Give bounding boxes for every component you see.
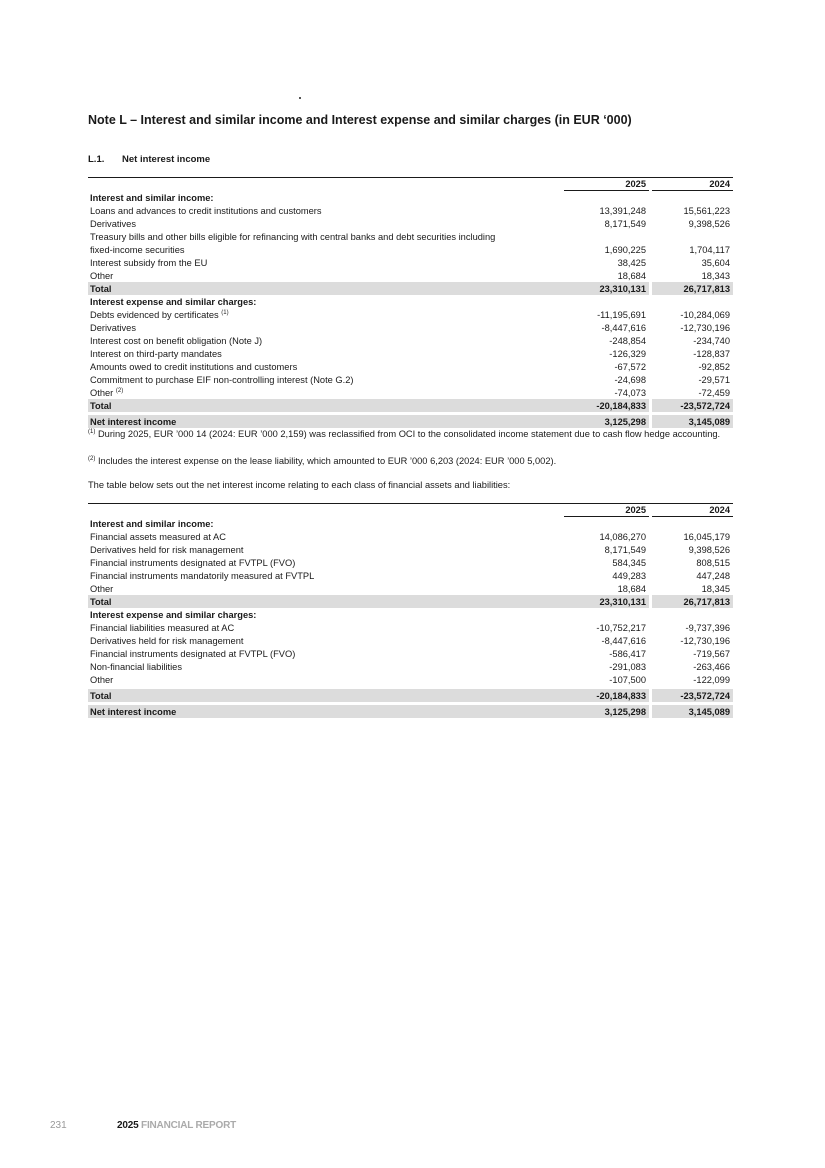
value-2024: 26,717,813 (652, 595, 733, 608)
year-header: 2024 (652, 178, 733, 191)
row-label: Other $^{(2)}$ (90, 387, 124, 398)
value-2025: -586,417 (609, 649, 646, 659)
expense-header: Interest expense and similar charges: (90, 610, 257, 620)
year-header: 2025 (564, 504, 649, 517)
section-heading (88, 154, 210, 165)
row-label: Derivatives held for risk management (90, 636, 244, 646)
row-label: Loans and advances to credit institutions and customers (90, 206, 322, 216)
row-label: Other (90, 584, 114, 594)
table-row (88, 269, 733, 282)
value-2025: -11,195,691 (597, 310, 646, 320)
value-2025: 8,171,549 (604, 545, 646, 555)
section-title: Net interest income (122, 154, 211, 165)
value-2025: 1,690,225 (604, 245, 646, 255)
value-2024: -29,571 (698, 375, 730, 385)
value-2024: -234,740 (693, 336, 730, 346)
table-row (88, 334, 733, 347)
value-2025: -126,329 (609, 349, 646, 359)
table-row (88, 621, 733, 634)
row-label: Financial assets measured at AC (90, 532, 226, 542)
section-header-row (88, 295, 733, 308)
value-2024: -72,459 (698, 388, 730, 398)
total-row (88, 282, 733, 295)
table-row (88, 360, 733, 373)
table-row (88, 243, 733, 256)
row-label: Non-financial liabilities (90, 662, 182, 672)
value-2025: 23,310,131 (564, 282, 649, 295)
value-2025: 38,425 (617, 258, 646, 268)
row-label: Total (88, 595, 564, 608)
table-row (88, 647, 733, 660)
value-2024: -23,572,724 (652, 689, 733, 702)
table-row (88, 308, 733, 321)
table-row (88, 543, 733, 556)
row-label: Interest cost on benefit obligation (Note J) (90, 336, 263, 346)
value-2025: 8,171,549 (604, 219, 646, 229)
table-row (88, 373, 733, 386)
footnote-text: Includes the interest expense on the lease liability, which amounted to EUR ’000 6,203 (2024: EUR ’000 5,002). (97, 456, 557, 466)
value-2025: -20,184,833 (564, 689, 649, 702)
section-number: L.1. (88, 154, 105, 165)
value-2024: 15,561,223 (683, 206, 730, 216)
footnote-2 (88, 456, 728, 468)
table-row (88, 204, 733, 217)
row-label: Net interest income (88, 705, 564, 718)
row-label: Derivatives held for risk management (90, 545, 244, 555)
value-2025: -8,447,616 (601, 323, 646, 333)
report-name: FINANCIAL REPORT (141, 1120, 236, 1131)
section-header-row (88, 517, 733, 531)
value-2024: -263,466 (693, 662, 730, 672)
row-label: Treasury bills and other bills eligible for refinancing with central banks and debt securities including (90, 232, 496, 242)
total-row (88, 689, 733, 702)
row-label: Total (88, 282, 564, 295)
table-row (88, 217, 733, 230)
table-row (88, 556, 733, 569)
value-2024: 9,398,526 (688, 219, 730, 229)
section-header-row (88, 191, 733, 205)
value-2024: 18,343 (701, 271, 730, 281)
table-row (88, 660, 733, 673)
row-label: Financial instruments designated at FVTPL (FVO) (90, 558, 296, 568)
table-row (88, 634, 733, 647)
footnote-ref: (1) (221, 309, 229, 316)
table-row (88, 347, 733, 360)
table-header-row (88, 178, 733, 191)
value-2024: 447,248 (696, 571, 730, 581)
value-2025: 13,391,248 (599, 206, 646, 216)
value-2024: -23,572,724 (652, 399, 733, 412)
row-label: Derivatives (90, 219, 136, 229)
value-2025: 14,086,270 (599, 532, 646, 542)
value-2024: 18,345 (701, 584, 730, 594)
report-footer (117, 1120, 236, 1131)
net-interest-by-class-table (88, 503, 733, 718)
report-year: 2025 (117, 1120, 139, 1131)
value-2024: -719,567 (693, 649, 730, 659)
table-row (88, 386, 733, 399)
intro-text: The table below sets out the net interest income relating to each class of financial assets and liabilities: (88, 480, 511, 490)
footnote-mark: (2) (88, 455, 96, 462)
stray-dot (299, 97, 301, 99)
row-label: Other (90, 271, 114, 281)
value-2025: -8,447,616 (601, 636, 646, 646)
table-row (88, 230, 733, 243)
table-row (88, 530, 733, 543)
table-row (88, 673, 733, 686)
row-label: Financial liabilities measured at AC (90, 623, 235, 633)
note-title: Note L – Interest and similar income and Interest expense and similar charges (in EUR ‘000) (88, 113, 632, 127)
row-label: Financial instruments designated at FVTPL (FVO) (90, 649, 296, 659)
row-label: Total (88, 689, 564, 702)
footnote-1 (88, 429, 728, 441)
row-label: Debts evidenced by certificates $^{(1)}$ (90, 309, 229, 320)
footnote-ref: (2) (115, 387, 124, 394)
value-2024: -92,852 (698, 362, 730, 372)
page-number: 231 (50, 1120, 67, 1131)
net-interest-income-row (88, 415, 733, 428)
value-2025: 3,125,298 (564, 705, 649, 718)
section-header-row (88, 608, 733, 621)
value-2024: -122,099 (693, 675, 730, 685)
expense-header: Interest expense and similar charges: (90, 297, 257, 307)
net-interest-income-row (88, 705, 733, 718)
row-label: Interest subsidy from the EU (90, 258, 208, 268)
value-2025: 584,345 (612, 558, 646, 568)
value-2025: -74,073 (614, 388, 646, 398)
value-2025: -67,572 (614, 362, 646, 372)
row-label: Derivatives (90, 323, 136, 333)
value-2024: 9,398,526 (688, 545, 730, 555)
value-2025: 449,283 (612, 571, 646, 581)
year-header: 2025 (564, 178, 649, 191)
value-2024: -12,730,196 (680, 323, 730, 333)
table-row (88, 582, 733, 595)
value-2025: 18,684 (617, 584, 646, 594)
value-2024: -9,737,396 (685, 623, 730, 633)
value-2024: -12,730,196 (680, 636, 730, 646)
total-row (88, 595, 733, 608)
table-row (88, 256, 733, 269)
value-2025: 3,125,298 (564, 415, 649, 428)
value-2025: -107,500 (609, 675, 646, 685)
table-row (88, 569, 733, 582)
value-2024: 35,604 (701, 258, 730, 268)
row-label-continued: fixed-income securities (90, 245, 185, 255)
value-2024: -128,837 (693, 349, 730, 359)
value-2025: 23,310,131 (564, 595, 649, 608)
row-label: Net interest income (88, 415, 564, 428)
row-label: Other (90, 675, 114, 685)
year-header: 2024 (652, 504, 733, 517)
value-2024: 808,515 (696, 558, 730, 568)
row-label: Interest on third-party mandates (90, 349, 222, 359)
table-header-row (88, 504, 733, 517)
income-header: Interest and similar income: (90, 193, 214, 203)
value-2024: 26,717,813 (652, 282, 733, 295)
net-interest-income-table (88, 177, 733, 428)
value-2024: 1,704,117 (689, 245, 730, 255)
value-2025: -291,083 (609, 662, 646, 672)
income-header: Interest and similar income: (90, 519, 214, 529)
value-2024: -10,284,069 (680, 310, 730, 320)
value-2025: -20,184,833 (564, 399, 649, 412)
footnote-text: During 2025, EUR ’000 14 (2024: EUR ’000 2,159) was reclassified from OCI to the consolidated income statement due to cash flow hedge accounting. (97, 429, 721, 439)
total-row (88, 399, 733, 412)
row-label: Total (88, 399, 564, 412)
value-2024: 3,145,089 (652, 415, 733, 428)
value-2024: 16,045,179 (683, 532, 730, 542)
table-row (88, 321, 733, 334)
value-2025: -248,854 (609, 336, 646, 346)
row-label: Commitment to purchase EIF non-controlling interest (Note G.2) (90, 375, 354, 385)
value-2025: 18,684 (617, 271, 646, 281)
footnote-mark: (1) (88, 428, 96, 435)
value-2025: -10,752,217 (596, 623, 646, 633)
row-label: Financial instruments mandatorily measured at FVTPL (90, 571, 315, 581)
value-2025: -24,698 (614, 375, 646, 385)
row-label: Amounts owed to credit institutions and customers (90, 362, 298, 372)
value-2024: 3,145,089 (652, 705, 733, 718)
